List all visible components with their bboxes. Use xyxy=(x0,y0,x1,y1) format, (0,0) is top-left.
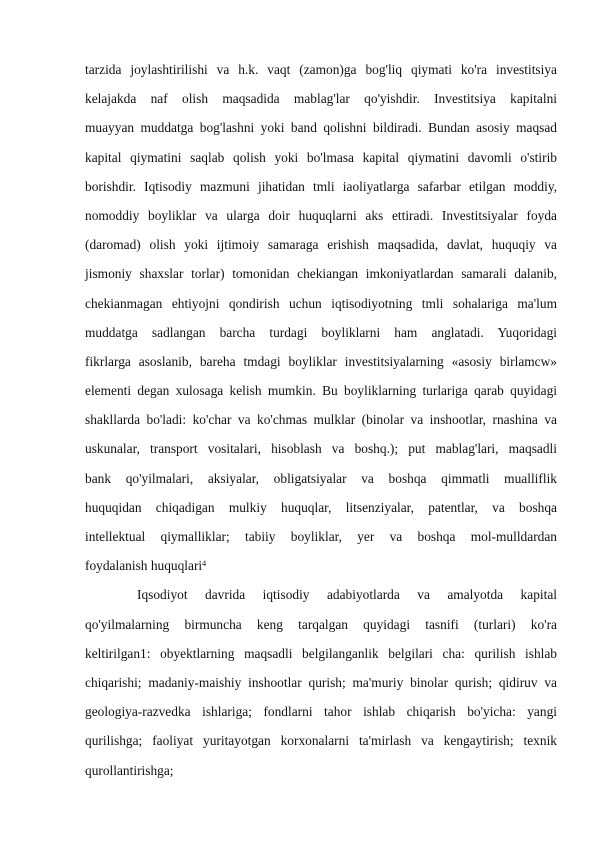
text-line: muayyan muddatga bog'lashni yoki band qolishni bildiradi. Bundan asosiy maqsad xyxy=(85,120,557,136)
text-line: elementi degan xulosaga kelish mumkin. Bu boyliklarning turlariga qarab quyidagi xyxy=(85,383,557,399)
text-line: chiqarishi; madaniy-maishiy inshootlar qurish; ma'muriy binolar qurish; qidiruv va xyxy=(85,674,557,690)
text-line: muddatga sadlangan barcha turdagi boyliklarni ham anglatadi. Yuqoridagi xyxy=(85,324,557,340)
text-line: jismoniy shaxslar torlar) tomonidan chekiangan imkoniyatlardan samarali dalanib, xyxy=(85,266,557,282)
body-text xyxy=(85,55,557,785)
text-line: shakllarda bo'ladi: ko'char va ko'chmas mulklar (binolar va inshootlar, rnashina va xyxy=(85,412,557,428)
text-line: bank qo'yilmalari, aksiyalar, obligatsiyalar va boshqa qimmatli mualliflik xyxy=(85,470,557,486)
text-line: qo'yilmalarning birmuncha keng tarqalgan quyidagi tasnifi (turlari) ko'ra xyxy=(85,616,557,632)
text-line: nomoddiy boyliklar va ularga doir huquqlarni aks ettiradi. Investitsiyalar foyda xyxy=(85,207,557,223)
text-line: fikrlarga asoslanib, bareha tmdagi boyliklar investitsiyalarning «asosiy birlamcw» xyxy=(85,353,557,369)
text-line: kelajakda naf olish maqsadida mablag'lar qo'yishdir. Investitsiya kapitalni xyxy=(85,91,557,107)
text-line: tarzida joylashtirilishi va h.k. vaqt (zamon)ga bog'liq qiymati ko'ra investitsiya xyxy=(85,62,557,77)
text-line: kapital qiymatini saqlab qolish yoki bo'lmasa kapital qiymatini davomli o'stirib xyxy=(85,149,557,165)
text-line: qurollantirishga; xyxy=(85,762,174,778)
text-line: foydalanish huquqlari xyxy=(85,558,203,574)
text-line: borishdir. Iqtisodiy mazmuni jihatidan tmli iaoliyatlarga safarbar etilgan moddiy, xyxy=(85,178,557,194)
text-line: uskunalar, transport vositalari, hisoblash va boshq.); put mablag'lari, maqsadli xyxy=(85,441,557,457)
footnote-reference[interactable]: 4 xyxy=(202,559,207,569)
text-line: huquqidan chiqadigan mulkiy huquqlar, litsenziyalar, patentlar, va boshqa xyxy=(85,499,557,515)
text-line-indented: Iqsodiyot davrida iqtisodiy adabiyotlarda va amalyotda kapital xyxy=(137,587,557,603)
text-line: chekianmagan ehtiyojni qondirish uchun iqtisodiyotning tmli sohalariga ma'lum xyxy=(85,295,557,311)
text-line: geologiya-razvedka ishlariga; fondlarni tahor ishlab chiqarish bo'yicha: yangi xyxy=(85,704,557,720)
text-line: intellektual qiymalliklar; tabiiy boyliklar, yer va boshqa mol-mulldardan xyxy=(85,529,557,544)
paragraph-last-line xyxy=(85,551,557,580)
text-line: qurilishga; faoliyat yuritayotgan korxonalarni ta'mirlash va kengaytirish; texnik xyxy=(85,733,557,749)
text-line: (daromad) olish yoki ijtimoiy samaraga erishish maqsadida, davlat, huquqiy va xyxy=(85,237,557,253)
text-line: keltirilgan1: obyektlarning maqsadli belgilanganlik belgilari cha: qurilish ishlab xyxy=(85,645,557,661)
